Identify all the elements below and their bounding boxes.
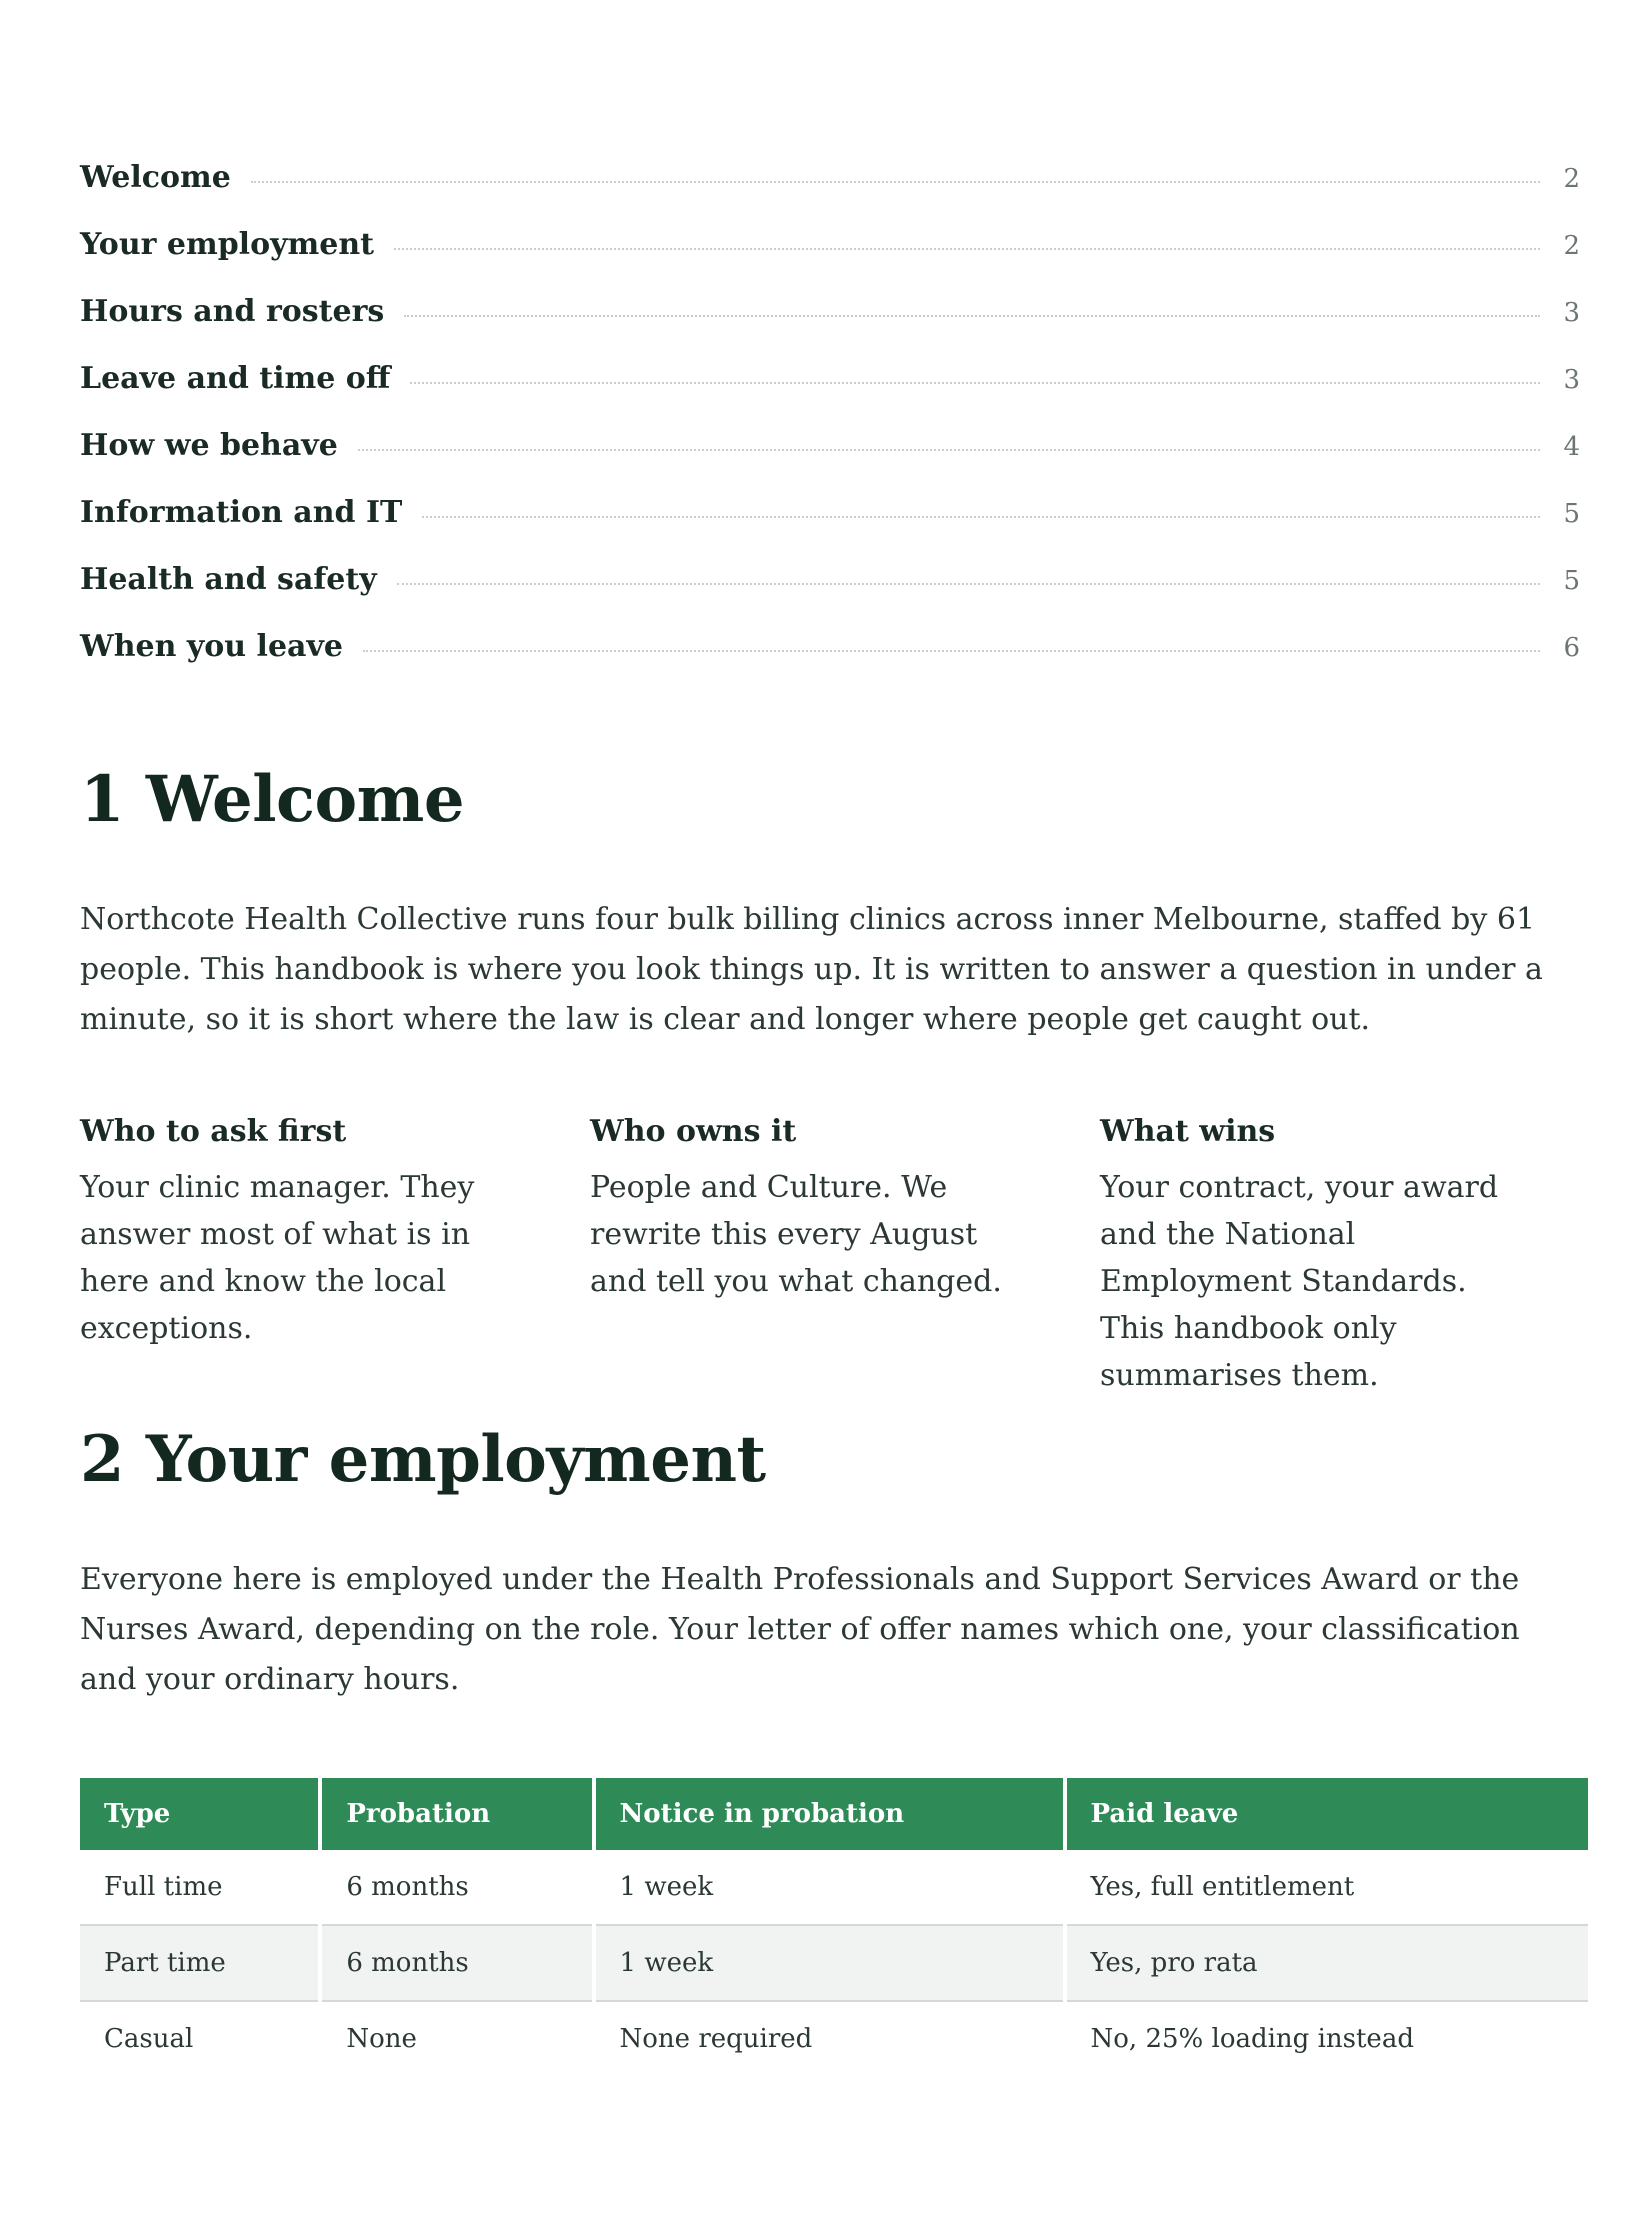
table-row bbox=[80, 1850, 1588, 1926]
section-heading-your-employment: 2 Your employment bbox=[80, 1422, 766, 1497]
toc-page-number: 2 bbox=[1563, 231, 1580, 261]
table-cell: None bbox=[346, 2024, 417, 2054]
info-column-title: Who owns it bbox=[590, 1114, 797, 1149]
info-column-what-wins bbox=[1100, 1110, 1540, 1399]
table-cell: Yes, pro rata bbox=[1067, 1926, 1588, 2002]
table-of-contents bbox=[80, 160, 1580, 696]
info-column-body: Your contract, your award and the National Employment Standards. This handbook only summarises them. bbox=[1100, 1170, 1499, 1393]
toc-entry-title: Health and safety bbox=[80, 562, 377, 597]
toc-leader bbox=[363, 650, 1540, 652]
toc-page-number: 5 bbox=[1563, 566, 1580, 596]
column-header-probation: Probation bbox=[322, 1778, 591, 1850]
toc-leader bbox=[251, 181, 1540, 183]
toc-leader bbox=[404, 315, 1540, 317]
toc-entry-title: Welcome bbox=[80, 160, 231, 195]
toc-leader bbox=[394, 248, 1540, 250]
toc-page-number: 5 bbox=[1563, 499, 1580, 529]
toc-leader bbox=[397, 583, 1540, 585]
toc-leader bbox=[410, 382, 1540, 384]
toc-entry-title: Information and IT bbox=[80, 495, 403, 530]
toc-entry-leave-and-time-off[interactable] bbox=[80, 361, 1580, 428]
column-header-type: Type bbox=[80, 1778, 318, 1850]
table-row bbox=[80, 2002, 1588, 2076]
table-cell: 1 week bbox=[596, 1926, 1063, 2002]
toc-page-number: 3 bbox=[1563, 298, 1580, 328]
welcome-info-columns bbox=[80, 1110, 1580, 1399]
toc-entry-title: When you leave bbox=[80, 629, 343, 664]
table-cell: Full time bbox=[80, 1850, 318, 1926]
toc-page-number: 3 bbox=[1563, 365, 1580, 395]
info-column-who-to-ask bbox=[80, 1110, 520, 1399]
table-cell: 1 week bbox=[596, 1850, 1063, 1926]
toc-entry-title: Leave and time off bbox=[80, 361, 391, 396]
table-row bbox=[80, 1926, 1588, 2002]
toc-entry-your-employment[interactable] bbox=[80, 227, 1580, 294]
info-column-title: What wins bbox=[1100, 1114, 1276, 1149]
info-column-body: Your clinic manager. They answer most of what is in here and know the local exceptions. bbox=[80, 1170, 475, 1346]
toc-leader bbox=[422, 516, 1540, 518]
toc-leader bbox=[358, 449, 1540, 451]
table-cell: Yes, full entitlement bbox=[1067, 1850, 1588, 1926]
table-cell: 6 months bbox=[322, 1926, 591, 2002]
toc-entry-welcome[interactable] bbox=[80, 160, 1580, 227]
toc-entry-title: Hours and rosters bbox=[80, 294, 385, 329]
table-cell: 6 months bbox=[322, 1850, 591, 1926]
table-cell: Part time bbox=[80, 1926, 318, 2002]
toc-entry-how-we-behave[interactable] bbox=[80, 428, 1580, 495]
info-column-body: People and Culture. We rewrite this every August and tell you what changed. bbox=[590, 1170, 1002, 1299]
toc-entry-hours-and-rosters[interactable] bbox=[80, 294, 1580, 361]
table-header-row bbox=[80, 1778, 1588, 1850]
table-cell: None required bbox=[619, 2024, 813, 2054]
toc-page-number: 2 bbox=[1563, 164, 1580, 194]
table-cell: Casual bbox=[104, 2024, 194, 2054]
welcome-intro-paragraph: Northcote Health Collective runs four bulk billing clinics across inner Melbourne, staffed by 61 people. This handbook is where you look things up. It is written to answer a question in under a minute, so it is short where the law is clear and longer where people get caught out. bbox=[80, 902, 1543, 1037]
toc-entry-title: How we behave bbox=[80, 428, 338, 463]
employment-types-table bbox=[76, 1778, 1592, 2076]
toc-entry-health-and-safety[interactable] bbox=[80, 562, 1580, 629]
section-heading-welcome: 1 Welcome bbox=[80, 762, 465, 837]
info-column-who-owns-it bbox=[590, 1110, 1030, 1399]
toc-page-number: 6 bbox=[1563, 633, 1580, 663]
column-header-notice: Notice in probation bbox=[596, 1778, 1063, 1850]
column-header-paid-leave: Paid leave bbox=[1067, 1778, 1588, 1850]
employment-intro-paragraph: Everyone here is employed under the Health Professionals and Support Services Award or the Nurses Award, depending on the role. Your letter of offer names which one, your classification and your ordinary hours. bbox=[80, 1562, 1520, 1697]
info-column-title: Who to ask first bbox=[80, 1114, 347, 1149]
toc-entry-when-you-leave[interactable] bbox=[80, 629, 1580, 696]
toc-page-number: 4 bbox=[1563, 432, 1580, 462]
table-cell: No, 25% loading instead bbox=[1090, 2024, 1414, 2054]
toc-entry-title: Your employment bbox=[80, 227, 375, 262]
toc-entry-information-and-it[interactable] bbox=[80, 495, 1580, 562]
